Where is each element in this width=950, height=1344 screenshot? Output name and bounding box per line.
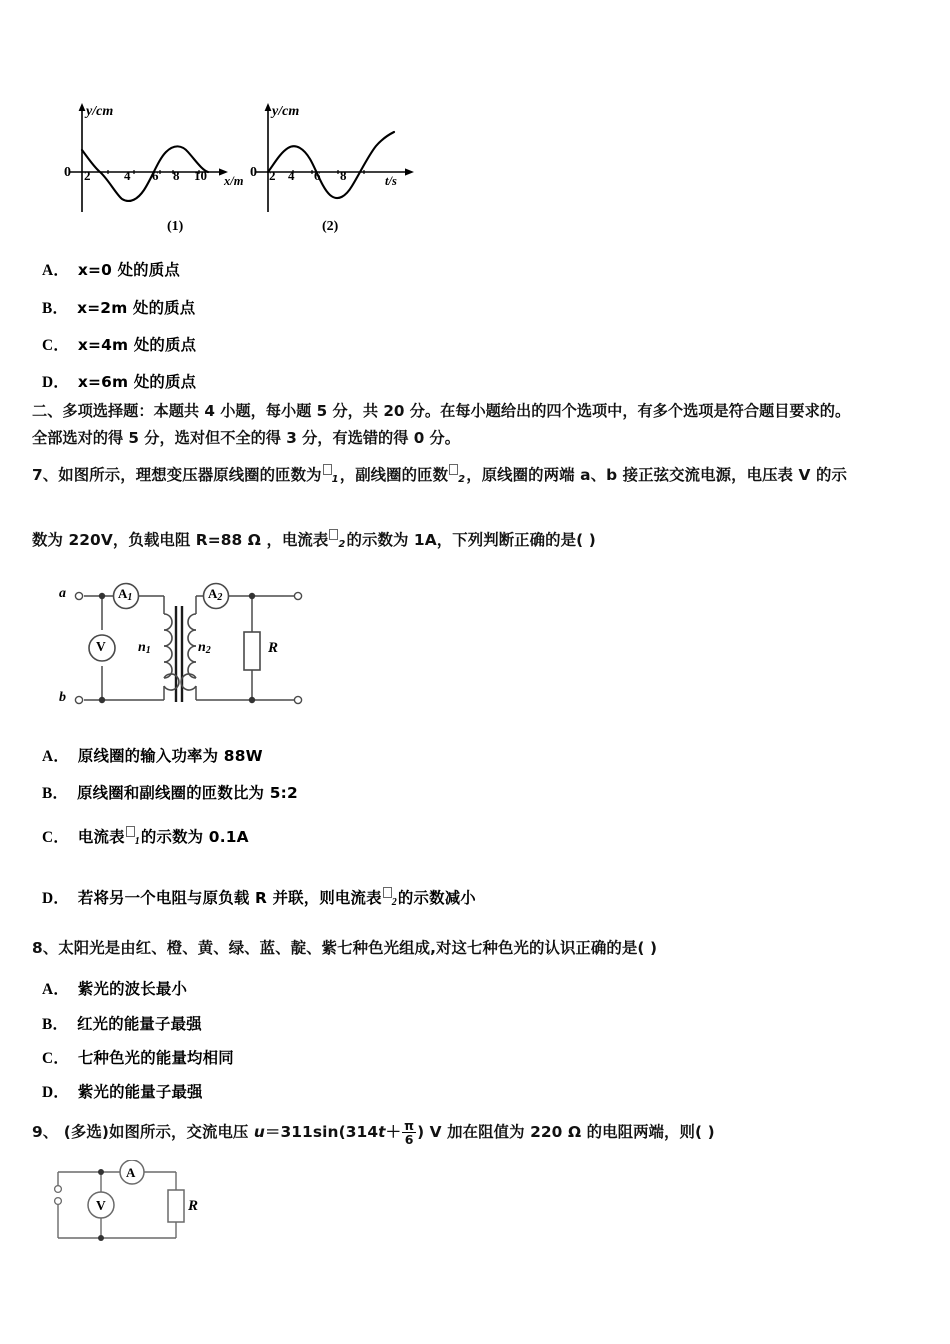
q8-option-b-label: B．	[42, 1016, 69, 1033]
q9-stem-part2: ) V 加在阻值为 220 Ω 的电阻两端，则( )	[417, 1123, 715, 1142]
q7-option-c-pre: 电流表	[77, 828, 125, 846]
question7-stem-line1	[32, 464, 932, 488]
q8-option-a-text: 紫光的波长最小	[77, 980, 188, 998]
wave-graphs-svg	[60, 100, 440, 220]
q7-stem-sub1: 1	[331, 474, 339, 485]
q9-resistor-label: R	[188, 1198, 199, 1214]
q8-option-a-label: A．	[42, 981, 69, 998]
graph1-tick-8: 8	[173, 168, 180, 183]
q7-stem-part1: 7、如图所示，理想变压器原线圈的匝数为	[32, 466, 322, 484]
q6-option-a[interactable]	[42, 258, 180, 280]
q6-option-d-label: D．	[42, 374, 69, 391]
graph2-tick-6: 6	[314, 168, 321, 183]
graph1-x-axis-label: x/m	[224, 174, 244, 188]
q7-option-a-text: 原线圈的输入功率为 88W	[77, 747, 263, 765]
graph1-tick-4: 4	[124, 168, 131, 183]
q9-stem-plus: ＋	[385, 1123, 402, 1142]
ac-circuit-figure	[46, 1160, 246, 1270]
missing-glyph-box-icon	[449, 464, 458, 475]
wave-graphs-figure	[60, 100, 440, 220]
q6-option-c-text: x=4m 处的质点	[77, 336, 197, 354]
q9-fraction-denominator: 6	[402, 1132, 416, 1146]
terminal-a-icon	[75, 592, 82, 599]
q7-option-b[interactable]	[42, 781, 298, 803]
section-two-line2: 全部选对的得 5 分，选对但不全的得 3 分，有选错的得 0 分。	[32, 428, 460, 447]
q7-stem-line2-sub: 2	[338, 539, 346, 550]
transformer-terminal-b-label: b	[59, 690, 66, 705]
secondary-coil-winding	[181, 614, 196, 690]
transformer-terminal-a-label: a	[59, 586, 66, 601]
resistor-icon	[168, 1190, 184, 1222]
q9-stem-part1: 9、 (多选)如图所示，交流电压	[32, 1123, 254, 1142]
q9-voltmeter-label: V	[96, 1198, 106, 1213]
q9-var-t: t	[378, 1123, 386, 1142]
q8-option-a[interactable]	[42, 977, 187, 999]
missing-glyph-box-icon	[126, 826, 135, 837]
junction-dot	[99, 593, 105, 599]
junction-dot	[98, 1169, 104, 1175]
graph1-tick-10: 10	[194, 168, 207, 183]
q7-option-a[interactable]	[42, 744, 263, 766]
ammeter-2-label: $A_2$	[208, 586, 223, 603]
voltmeter-label: V	[96, 639, 106, 654]
q6-option-b-label: B．	[42, 300, 69, 317]
ac-source-terminal-top-icon	[55, 1186, 62, 1193]
q6-option-a-label: A．	[42, 262, 69, 279]
q8-option-d[interactable]	[42, 1080, 203, 1102]
q7-option-c[interactable]	[42, 825, 249, 847]
secondary-coil-label: $n_2$	[198, 640, 211, 656]
graph2-tick-8: 8	[340, 168, 347, 183]
q6-option-c[interactable]	[42, 333, 196, 355]
missing-glyph-box-icon	[383, 887, 392, 898]
q8-option-d-text: 紫光的能量子最强	[77, 1083, 203, 1101]
ac-circuit-svg	[46, 1160, 246, 1270]
q9-stem-eq: ＝311sin(314	[264, 1123, 379, 1142]
q9-fraction-numerator: π	[404, 1118, 415, 1133]
terminal-out-top-icon	[294, 592, 301, 599]
graph2-tick-2: 2	[269, 168, 276, 183]
resistor-label: R	[268, 640, 279, 656]
transformer-circuit-figure	[46, 578, 336, 718]
graph1-origin-label: 0	[64, 165, 71, 180]
q8-option-b-text: 红光的能量子最强	[77, 1015, 202, 1033]
graph2-origin-label: 0	[250, 165, 257, 180]
q7-option-c-label: C．	[42, 829, 69, 846]
q8-option-c[interactable]	[42, 1046, 234, 1068]
junction-dot	[249, 697, 255, 703]
q8-option-c-text: 七种色光的能量均相同	[77, 1049, 234, 1067]
q9-var-u: u	[253, 1123, 265, 1142]
q6-option-d-text: x=6m 处的质点	[77, 373, 197, 391]
graph2-caption: (2)	[322, 219, 339, 234]
junction-dot	[98, 1235, 104, 1241]
terminal-out-bottom-icon	[294, 696, 301, 703]
q7-option-b-label: B．	[42, 785, 69, 802]
q6-option-b-text: x=2m 处的质点	[77, 299, 196, 317]
missing-glyph-box-icon	[323, 464, 332, 475]
ammeter-1-label: $A_1$	[118, 586, 133, 603]
q7-option-c-sub: 1	[134, 836, 140, 847]
section-two-line1: 二、多项选择题：本题共 4 小题，每小题 5 分，共 20 分。在每小题给出的四个选项中，有多个选项是符合题目要求的。	[32, 402, 851, 420]
graph1-caption: (1)	[167, 219, 184, 234]
q6-option-a-text: x=0 处的质点	[77, 261, 180, 279]
q6-option-d[interactable]	[42, 370, 196, 392]
q7-option-d[interactable]	[42, 886, 476, 908]
question7-stem-line2	[32, 529, 932, 553]
q7-stem-line2-part2: 的示数为 1A，下列判断正确的是( )	[346, 531, 596, 549]
graph2-y-axis-label: y/cm	[272, 104, 300, 119]
question8-stem: 8、太阳光是由红、橙、黄、绿、蓝、靛、紫七种色光组成,对这七种色光的认识正确的是( )	[32, 939, 658, 957]
q7-option-a-label: A．	[42, 748, 69, 765]
q6-option-b[interactable]	[42, 296, 195, 318]
q7-option-d-label: D．	[42, 890, 69, 907]
primary-coil-label: $n_1$	[138, 640, 151, 656]
q7-option-d-post: 的示数减小	[397, 889, 476, 907]
graph1-tick-6: 6	[152, 168, 159, 183]
graph2-tick-4: 4	[288, 168, 295, 183]
junction-dot	[249, 593, 255, 599]
q7-stem-sub2: 2	[458, 474, 466, 485]
q8-option-c-label: C．	[42, 1050, 69, 1067]
q7-option-d-pre: 若将另一个电阻与原负载 R 并联，则电流表	[77, 889, 382, 907]
q8-option-d-label: D．	[42, 1084, 69, 1101]
junction-dot	[99, 697, 105, 703]
q9-ammeter-label: A	[126, 1165, 136, 1180]
transformer-circuit-svg	[46, 578, 336, 718]
graph1-tick-2: 2	[84, 168, 91, 183]
q7-stem-part2: ，副线圈的匝数	[339, 466, 449, 484]
section-two-heading	[32, 398, 922, 451]
question9-stem	[32, 1119, 932, 1146]
q7-option-b-text: 原线圈和副线圈的匝数比为 5:2	[77, 784, 298, 802]
q7-stem-line2-part1: 数为 220V，负载电阻 R=88 Ω ，电流表	[32, 531, 329, 549]
q6-option-c-label: C．	[42, 337, 69, 354]
q7-option-c-post: 的示数为 0.1A	[140, 828, 249, 846]
q7-stem-part3: ，原线圈的两端 a、b 接正弦交流电源，电压表 V 的示	[466, 466, 847, 484]
graph2-x-axis-label: t/s	[385, 174, 397, 188]
graph1-y-axis-label: y/cm	[86, 104, 114, 119]
terminal-b-icon	[75, 696, 82, 703]
q7-option-d-sub: 2	[391, 897, 397, 908]
q8-option-b[interactable]	[42, 1012, 202, 1034]
resistor-icon	[244, 632, 260, 670]
ac-source-terminal-bottom-icon	[55, 1198, 62, 1205]
q9-fraction-pi-over-6	[402, 1119, 416, 1146]
